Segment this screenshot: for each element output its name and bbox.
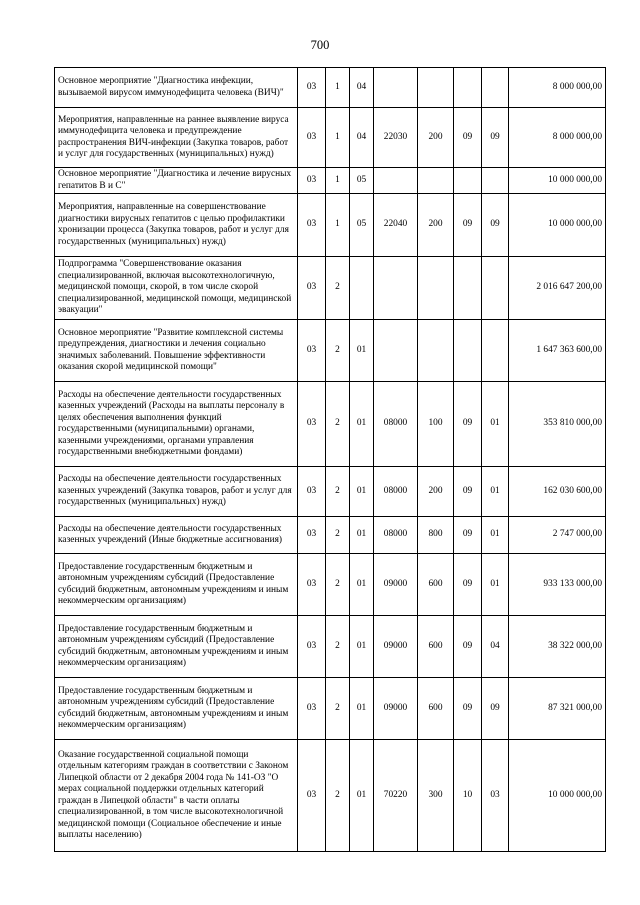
subprogram-code-cell: 2 <box>326 616 350 678</box>
section-code-cell: 09 <box>454 467 482 517</box>
direction-code-cell <box>374 168 418 194</box>
section-code-cell: 10 <box>454 740 482 852</box>
subprogram-code-cell: 2 <box>326 382 350 467</box>
main-activity-code-cell: 01 <box>350 382 374 467</box>
amount-cell: 38 322 000,00 <box>509 616 606 678</box>
subsection-code-cell: 03 <box>482 740 509 852</box>
subprogram-code-cell: 2 <box>326 554 350 616</box>
direction-code-cell: 22040 <box>374 194 418 257</box>
main-activity-code-cell <box>350 257 374 320</box>
amount-cell: 87 321 000,00 <box>509 678 606 740</box>
amount-cell: 10 000 000,00 <box>509 194 606 257</box>
main-activity-code-cell: 01 <box>350 678 374 740</box>
program-code-cell: 03 <box>298 554 326 616</box>
expense-type-cell: 100 <box>418 382 454 467</box>
item-name-cell: Мероприятия, направленные на совершенствование диагностики вирусных гепатитов с целью профилактики хронизации процесса (Закупка товаров, работ и услуг для государственных (муниципальных) нужд) <box>55 194 298 257</box>
main-activity-code-cell: 01 <box>350 740 374 852</box>
subprogram-code-cell: 1 <box>326 108 350 168</box>
subsection-code-cell: 09 <box>482 194 509 257</box>
direction-code-cell: 08000 <box>374 517 418 554</box>
section-code-cell <box>454 320 482 382</box>
main-activity-code-cell: 01 <box>350 517 374 554</box>
program-code-cell: 03 <box>298 678 326 740</box>
program-code-cell: 03 <box>298 382 326 467</box>
section-code-cell: 09 <box>454 517 482 554</box>
table-row <box>55 554 606 616</box>
table-row <box>55 740 606 852</box>
subprogram-code-cell: 2 <box>326 517 350 554</box>
item-name-cell: Подпрограмма "Совершенствование оказания специализированной, включая высокотехнологичную, медицинской помощи, скорой, в том числе скорой специализированной, медицинской помощи, медицинской эвакуации" <box>55 257 298 320</box>
direction-code-cell <box>374 68 418 108</box>
subprogram-code-cell: 1 <box>326 168 350 194</box>
subprogram-code-cell: 2 <box>326 740 350 852</box>
program-code-cell: 03 <box>298 320 326 382</box>
section-code-cell: 09 <box>454 194 482 257</box>
expense-type-cell: 200 <box>418 194 454 257</box>
subsection-code-cell: 01 <box>482 382 509 467</box>
item-name-cell: Расходы на обеспечение деятельности государственных казенных учреждений (Закупка товаров, работ и услуг для государственных (муниципальных) нужд) <box>55 467 298 517</box>
direction-code-cell: 08000 <box>374 382 418 467</box>
amount-cell: 162 030 600,00 <box>509 467 606 517</box>
section-code-cell: 09 <box>454 382 482 467</box>
subprogram-code-cell: 2 <box>326 467 350 517</box>
item-name-cell: Основное мероприятие "Развитие комплексной системы предупреждения, диагностики и лечения социально значимых заболеваний. Повышение эффективности оказания скорой медицинской помощи" <box>55 320 298 382</box>
item-name-cell: Предоставление государственным бюджетным и автономным учреждениям субсидий (Предоставление субсидий бюджетным, автономным учреждениям и иным некоммерческим организациям) <box>55 616 298 678</box>
program-code-cell: 03 <box>298 467 326 517</box>
amount-cell: 2 016 647 200,00 <box>509 257 606 320</box>
subsection-code-cell: 04 <box>482 616 509 678</box>
amount-cell: 353 810 000,00 <box>509 382 606 467</box>
main-activity-code-cell: 01 <box>350 467 374 517</box>
expense-type-cell: 600 <box>418 678 454 740</box>
subprogram-code-cell: 2 <box>326 257 350 320</box>
table-row <box>55 517 606 554</box>
budget-table-body <box>55 68 606 852</box>
page-number: 700 <box>310 38 330 52</box>
expense-type-cell: 200 <box>418 108 454 168</box>
direction-code-cell <box>374 257 418 320</box>
expense-type-cell <box>418 320 454 382</box>
table-row <box>55 168 606 194</box>
table-row <box>55 194 606 257</box>
budget-table <box>54 67 606 852</box>
subsection-code-cell: 09 <box>482 678 509 740</box>
main-activity-code-cell: 04 <box>350 108 374 168</box>
subsection-code-cell <box>482 168 509 194</box>
subprogram-code-cell: 2 <box>326 678 350 740</box>
expense-type-cell: 200 <box>418 467 454 517</box>
item-name-cell: Расходы на обеспечение деятельности государственных казенных учреждений (Расходы на выплаты персоналу в целях обеспечения выполнения функций государственными (муниципальными) органами, казенными учреждениями, органами управления государственными внебюджетными фондами) <box>55 382 298 467</box>
main-activity-code-cell: 01 <box>350 616 374 678</box>
amount-cell: 933 133 000,00 <box>509 554 606 616</box>
amount-cell: 8 000 000,00 <box>509 108 606 168</box>
table-row <box>55 320 606 382</box>
amount-cell: 10 000 000,00 <box>509 740 606 852</box>
amount-cell: 10 000 000,00 <box>509 168 606 194</box>
direction-code-cell: 09000 <box>374 678 418 740</box>
section-code-cell <box>454 68 482 108</box>
direction-code-cell: 09000 <box>374 554 418 616</box>
item-name-cell: Расходы на обеспечение деятельности государственных казенных учреждений (Иные бюджетные ассигнования) <box>55 517 298 554</box>
main-activity-code-cell: 01 <box>350 554 374 616</box>
item-name-cell: Основное мероприятие "Диагностика и лечение вирусных гепатитов В и С" <box>55 168 298 194</box>
subsection-code-cell <box>482 68 509 108</box>
program-code-cell: 03 <box>298 108 326 168</box>
table-row <box>55 257 606 320</box>
direction-code-cell: 08000 <box>374 467 418 517</box>
subsection-code-cell: 01 <box>482 467 509 517</box>
subsection-code-cell <box>482 257 509 320</box>
amount-cell: 1 647 363 600,00 <box>509 320 606 382</box>
direction-code-cell: 22030 <box>374 108 418 168</box>
direction-code-cell <box>374 320 418 382</box>
direction-code-cell: 09000 <box>374 616 418 678</box>
table-row <box>55 467 606 517</box>
main-activity-code-cell: 01 <box>350 320 374 382</box>
amount-cell: 8 000 000,00 <box>509 68 606 108</box>
program-code-cell: 03 <box>298 517 326 554</box>
subsection-code-cell: 01 <box>482 517 509 554</box>
expense-type-cell <box>418 168 454 194</box>
subprogram-code-cell: 1 <box>326 194 350 257</box>
main-activity-code-cell: 04 <box>350 68 374 108</box>
section-code-cell <box>454 257 482 320</box>
program-code-cell: 03 <box>298 168 326 194</box>
subsection-code-cell: 09 <box>482 108 509 168</box>
expense-type-cell <box>418 68 454 108</box>
item-name-cell: Основное мероприятие "Диагностика инфекции, вызываемой вирусом иммунодефицита человека (ВИЧ)" <box>55 68 298 108</box>
table-row <box>55 616 606 678</box>
program-code-cell: 03 <box>298 194 326 257</box>
expense-type-cell: 600 <box>418 554 454 616</box>
section-code-cell: 09 <box>454 678 482 740</box>
program-code-cell: 03 <box>298 616 326 678</box>
main-activity-code-cell: 05 <box>350 194 374 257</box>
amount-cell: 2 747 000,00 <box>509 517 606 554</box>
subprogram-code-cell: 1 <box>326 68 350 108</box>
main-activity-code-cell: 05 <box>350 168 374 194</box>
subsection-code-cell: 01 <box>482 554 509 616</box>
table-row <box>55 108 606 168</box>
subprogram-code-cell: 2 <box>326 320 350 382</box>
direction-code-cell: 70220 <box>374 740 418 852</box>
subsection-code-cell <box>482 320 509 382</box>
section-code-cell <box>454 168 482 194</box>
item-name-cell: Мероприятия, направленные на раннее выявление вируса иммунодефицита человека и предупреждение распространения ВИЧ-инфекции (Закупка товаров, работ и услуг для государственных (муниципальных) нужд) <box>55 108 298 168</box>
expense-type-cell: 800 <box>418 517 454 554</box>
section-code-cell: 09 <box>454 616 482 678</box>
item-name-cell: Предоставление государственным бюджетным и автономным учреждениям субсидий (Предоставление субсидий бюджетным, автономным учреждениям и иным некоммерческим организациям) <box>55 554 298 616</box>
item-name-cell: Предоставление государственным бюджетным и автономным учреждениям субсидий (Предоставление субсидий бюджетным, автономным учреждениям и иным некоммерческим организациям) <box>55 678 298 740</box>
program-code-cell: 03 <box>298 68 326 108</box>
expense-type-cell <box>418 257 454 320</box>
table-row <box>55 678 606 740</box>
expense-type-cell: 300 <box>418 740 454 852</box>
table-row <box>55 382 606 467</box>
item-name-cell: Оказание государственной социальной помощи отдельным категориям граждан в соответствии с Законом Липецкой области от 2 декабря 2004 года № 141-ОЗ "О мерах социальной поддержки отдельных категорий граждан в Липецкой области" в части оплаты специализированной, в том числе высокотехнологичной медицинской помощи (Социальное обеспечение и иные выплаты населению) <box>55 740 298 852</box>
table-row <box>55 68 606 108</box>
section-code-cell: 09 <box>454 108 482 168</box>
program-code-cell: 03 <box>298 740 326 852</box>
expense-type-cell: 600 <box>418 616 454 678</box>
program-code-cell: 03 <box>298 257 326 320</box>
section-code-cell: 09 <box>454 554 482 616</box>
